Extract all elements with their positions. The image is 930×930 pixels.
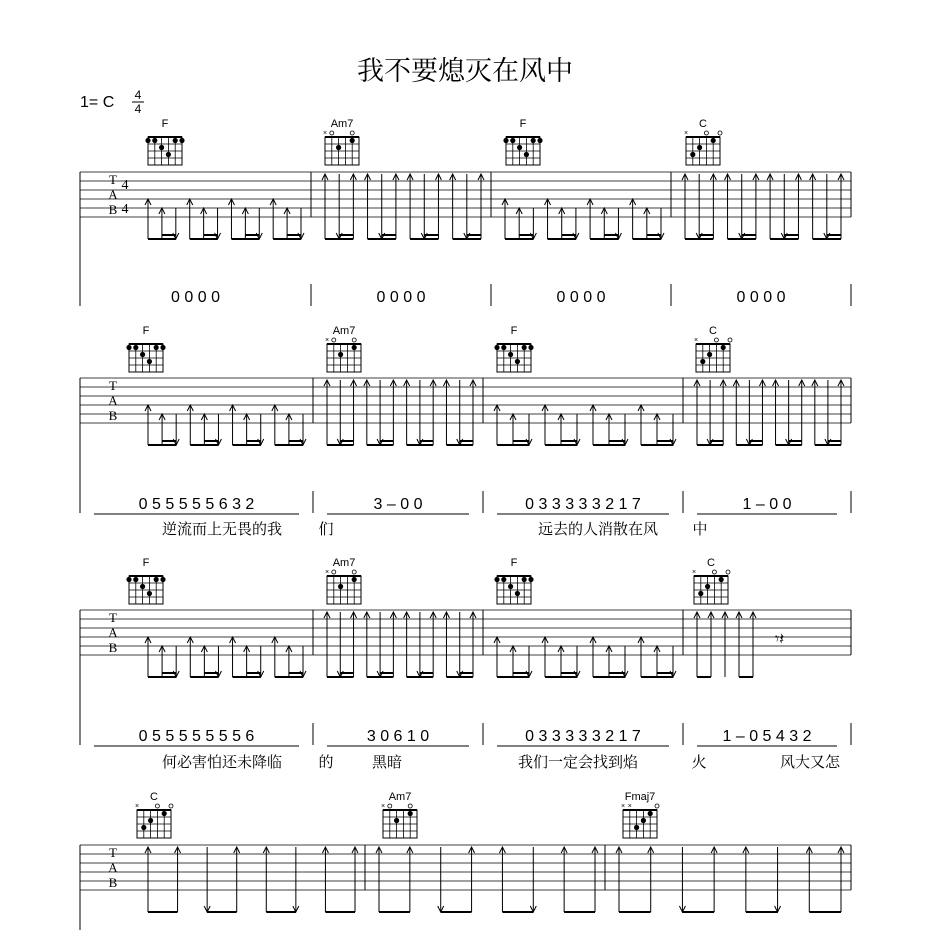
tab-time-signature: 4 xyxy=(121,178,129,193)
chord-dot xyxy=(494,345,499,350)
chord-dot xyxy=(159,145,164,150)
chord-dot xyxy=(531,138,536,143)
chord-dot xyxy=(160,577,165,582)
numbered-notation: 1 – 0 0 xyxy=(742,496,792,513)
tab-letter-b: B xyxy=(108,875,118,890)
chord-dot xyxy=(528,345,533,350)
chord-dot xyxy=(148,818,153,823)
time-signature-bottom: 4 xyxy=(134,102,142,116)
rest-symbol: 𝄾𝄽 xyxy=(775,631,785,648)
chord-dot xyxy=(697,145,702,150)
strum-measure xyxy=(694,380,844,445)
tab-system xyxy=(80,378,851,538)
chord-dot xyxy=(524,152,529,157)
tab-time-signature: 4 xyxy=(121,202,129,217)
chord-diagram-c xyxy=(684,118,722,165)
open-string-mark xyxy=(718,131,722,135)
chord-dot xyxy=(700,359,705,364)
chord-name: F xyxy=(519,118,527,130)
strum-measure xyxy=(682,174,844,239)
strum-measure xyxy=(376,847,598,912)
chord-name: F xyxy=(510,557,518,569)
chord-dot xyxy=(501,345,506,350)
chord-dot xyxy=(133,577,138,582)
tab-letter-b: B xyxy=(108,640,118,655)
strum-measure xyxy=(145,847,358,912)
chord-diagram-f xyxy=(494,557,533,604)
chord-dot xyxy=(719,577,724,582)
chord-name: F xyxy=(161,118,169,130)
numbered-notation: 0 0 0 0 xyxy=(171,289,220,306)
chord-dot xyxy=(126,577,131,582)
chord-dot xyxy=(145,138,150,143)
chord-diagram-f xyxy=(503,118,542,165)
chord-name: Am7 xyxy=(332,557,356,569)
chord-diagram-am7 xyxy=(325,325,361,372)
open-string-mark xyxy=(655,804,659,808)
tab-letter-b: B xyxy=(108,202,118,217)
chord-dot xyxy=(707,352,712,357)
song-title: 我不要熄灭在风中 xyxy=(357,56,573,87)
tab-letter-a: A xyxy=(108,625,118,640)
open-string-mark xyxy=(704,131,708,135)
chord-name: Am7 xyxy=(388,791,412,803)
strum-measure xyxy=(616,847,844,912)
lyric-text: 中 xyxy=(692,520,708,538)
chord-dot xyxy=(162,811,167,816)
chord-diagram-f xyxy=(126,325,165,372)
open-string-mark xyxy=(352,338,356,342)
muted-string-mark: × xyxy=(683,130,689,137)
chord-diagram-c xyxy=(135,791,173,838)
open-string-mark xyxy=(330,131,334,135)
chord-dot xyxy=(501,577,506,582)
chord-diagram-am7 xyxy=(323,118,359,165)
chord-dot xyxy=(147,591,152,596)
chord-dot xyxy=(173,138,178,143)
open-string-mark xyxy=(352,570,356,574)
chord-dot xyxy=(408,811,413,816)
chord-name: C xyxy=(699,118,707,130)
numbered-notation: 0 0 0 0 xyxy=(556,289,606,306)
chord-dot xyxy=(141,825,146,830)
numbered-notation: 1 – 0 5 4 3 2 xyxy=(722,728,812,745)
chord-dot xyxy=(140,352,145,357)
tab-systems xyxy=(80,118,851,930)
chord-dot xyxy=(711,138,716,143)
chord-dot xyxy=(648,811,653,816)
chord-dot xyxy=(503,138,508,143)
chord-diagram-f xyxy=(494,325,533,372)
chord-dot xyxy=(352,345,357,350)
chord-dot xyxy=(690,152,695,157)
numbered-notation: 0 3 3 3 3 3 2 1 7 xyxy=(525,728,641,745)
open-string-mark xyxy=(408,804,412,808)
open-string-mark xyxy=(332,570,336,574)
chord-dot xyxy=(152,138,157,143)
numbered-notation: 0 0 0 0 xyxy=(376,289,426,306)
chord-dot xyxy=(721,345,726,350)
lyric-text: 何必害怕还未降临 xyxy=(161,753,283,771)
open-string-mark xyxy=(388,804,392,808)
chord-dot xyxy=(508,584,513,589)
strum-measure xyxy=(145,199,304,239)
open-string-mark xyxy=(350,131,354,135)
strum-measure xyxy=(322,174,484,239)
chord-dot xyxy=(634,825,639,830)
chord-dot xyxy=(166,152,171,157)
numbered-notation: 0 3 3 3 3 3 2 1 7 xyxy=(525,496,641,513)
muted-string-mark: × xyxy=(324,337,330,344)
chord-dot xyxy=(698,591,703,596)
chord-dot xyxy=(515,591,520,596)
chord-dot xyxy=(537,138,542,143)
muted-string-mark: × xyxy=(620,803,626,810)
chord-name: Fmaj7 xyxy=(624,791,656,803)
tab-letter-t: T xyxy=(109,172,117,187)
open-string-mark xyxy=(728,338,732,342)
strum-measure xyxy=(502,199,664,239)
tab-letter-t: T xyxy=(109,610,117,625)
tab-system xyxy=(80,845,851,930)
lyric-text: 我们一定会找到焰 xyxy=(517,753,639,771)
chord-dot xyxy=(338,584,343,589)
tab-letter-a: A xyxy=(108,860,118,875)
lyric-text: 的 xyxy=(318,753,334,771)
chord-diagram-f xyxy=(145,118,184,165)
chord-dot xyxy=(336,145,341,150)
time-signature-top: 4 xyxy=(134,88,142,102)
chord-dot xyxy=(705,584,710,589)
chord-dot xyxy=(126,345,131,350)
chord-dot xyxy=(154,577,159,582)
chord-dot xyxy=(515,359,520,364)
chord-dot xyxy=(641,818,646,823)
chord-dot xyxy=(179,138,184,143)
chord-name: C xyxy=(150,791,158,803)
muted-string-mark: × xyxy=(691,569,697,576)
tab-system xyxy=(80,172,851,306)
chord-name: F xyxy=(142,325,150,337)
chord-diagram-am7 xyxy=(325,557,361,604)
numbered-notation: 0 0 0 0 xyxy=(736,289,786,306)
muted-string-mark: × xyxy=(380,803,386,810)
strum-measure xyxy=(324,380,476,445)
open-string-mark xyxy=(332,338,336,342)
open-string-mark xyxy=(712,570,716,574)
chord-name: F xyxy=(142,557,150,569)
open-string-mark xyxy=(726,570,730,574)
chord-diagram-c xyxy=(694,325,732,372)
muted-string-mark: × xyxy=(693,337,699,344)
key-signature: 1= C xyxy=(80,94,115,111)
strum-measure xyxy=(494,405,676,445)
strum-measure xyxy=(494,637,676,677)
chord-name: Am7 xyxy=(332,325,356,337)
strum-measure xyxy=(694,612,784,677)
lyric-text: 们 xyxy=(318,520,334,538)
numbered-notation: 0 5 5 5 5 5 5 5 6 xyxy=(138,728,255,745)
open-string-mark xyxy=(155,804,159,808)
chord-dot xyxy=(140,584,145,589)
numbered-notation: 3 – 0 0 xyxy=(373,496,423,513)
muted-string-mark: × xyxy=(322,130,328,137)
chord-diagram-am7 xyxy=(381,791,417,838)
tab-letter-b: B xyxy=(108,408,118,423)
chord-dot xyxy=(522,577,527,582)
tab-letter-t: T xyxy=(109,378,117,393)
muted-string-mark: × xyxy=(627,803,632,810)
open-string-mark xyxy=(714,338,718,342)
chord-dot xyxy=(338,352,343,357)
muted-string-mark: × xyxy=(134,803,140,810)
chord-dot xyxy=(494,577,499,582)
chord-dot xyxy=(517,145,522,150)
muted-string-mark: × xyxy=(324,569,330,576)
strum-measure xyxy=(145,637,306,677)
lyric-text: 风大又怎 xyxy=(779,753,841,771)
chord-name: C xyxy=(707,557,715,569)
chord-dot xyxy=(154,345,159,350)
chord-dot xyxy=(510,138,515,143)
chord-dot xyxy=(508,352,513,357)
tab-letter-a: A xyxy=(108,393,118,408)
chord-diagram-f xyxy=(126,557,165,604)
chord-dot xyxy=(352,577,357,582)
numbered-notation: 0 5 5 5 5 5 6 3 2 xyxy=(138,496,255,513)
lyric-text: 火 xyxy=(691,753,707,771)
chord-dot xyxy=(350,138,355,143)
chord-name: Am7 xyxy=(330,118,354,130)
lyric-text: 远去的人消散在风 xyxy=(537,520,659,538)
chord-dot xyxy=(528,577,533,582)
chord-name: F xyxy=(510,325,518,337)
numbered-notation: 3 0 6 1 0 xyxy=(366,728,430,745)
lyric-text: 黑暗 xyxy=(371,753,403,771)
chord-diagram-c xyxy=(692,557,730,604)
chord-dot xyxy=(394,818,399,823)
lyric-text: 逆流而上无畏的我 xyxy=(161,520,283,538)
tab-system xyxy=(80,610,851,771)
chord-diagram-fmaj7 xyxy=(621,791,659,838)
chord-name: C xyxy=(709,325,717,337)
strum-measure xyxy=(145,405,306,445)
chord-dot xyxy=(133,345,138,350)
open-string-mark xyxy=(169,804,173,808)
tab-letter-a: A xyxy=(108,187,118,202)
chord-dot xyxy=(522,345,527,350)
chord-dot xyxy=(147,359,152,364)
chord-dot xyxy=(160,345,165,350)
strum-measure xyxy=(324,612,476,677)
tab-letter-t: T xyxy=(109,845,117,860)
